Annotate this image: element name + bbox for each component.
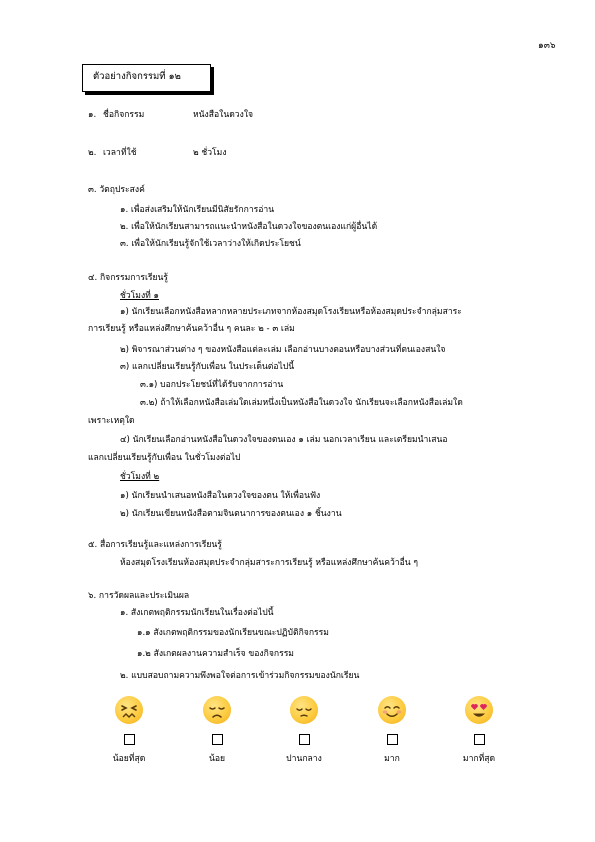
section5-heading: ๕. สื่อการเรียนรู้และแหล่งการเรียนรู้: [88, 540, 222, 550]
activity-line: ๑) นักเรียนเลือกหนังสือหลากหลายประเภทจากห้องสมุดโรงเรียนหรือห้องสมุดประจำกลุ่มสาระ: [120, 307, 462, 317]
activity-line: ๔) นักเรียนเลือกอ่านหนังสือในดวงใจของตนเอง ๑ เล่ม นอกเวลาเรียน และเตรียมนำเสนอ: [120, 435, 448, 445]
section3-heading: ๓. วัตถุประสงค์: [88, 185, 145, 195]
section1-label: ชื่อกิจกรรม: [103, 110, 145, 120]
activity-line: แลกเปลี่ยนเรียนรู้กับเพื่อน ในชั่วโมงต่อไป: [88, 453, 241, 463]
section1-value: หนังสือในดวงใจ: [193, 110, 254, 120]
hour1-heading: ชั่วโมงที่ ๑: [120, 291, 159, 301]
page-number: ๑๓๖: [538, 41, 556, 51]
section2-number: ๒.: [88, 148, 97, 158]
rating-label: น้อยที่สุด: [112, 754, 146, 764]
activity-line: เพราะเหตุใด: [88, 416, 135, 426]
activity-line: ๓.๒) ถ้าให้เลือกหนังสือเล่มใดเล่มหนึ่งเป็นหนังสือในดวงใจ นักเรียนจะเลือกหนังสือเล่มใด: [140, 398, 463, 408]
rating-checkbox-4[interactable]: [387, 734, 398, 745]
evaluation-sub1: ๑. สังเกตพฤติกรรมนักเรียนในเรื่องต่อไปนี้: [120, 608, 274, 618]
activity-line: ๓) แลกเปลี่ยนเรียนรู้กับเพื่อน ในประเด็นต่อไปนี้: [120, 362, 295, 372]
activity-line: ๓.๑) บอกประโยชน์ที่ได้รับจากการอ่าน: [140, 380, 284, 390]
hour2-heading: ชั่วโมงที่ ๒: [120, 472, 160, 482]
evaluation-sub2: ๒. แบบสอบถามความพึงพอใจต่อการเข้าร่วมกิจกรรมของนักเรียน: [120, 671, 360, 681]
section2-label: เวลาที่ใช้: [103, 148, 137, 158]
section6-heading: ๖. การวัดผลและประเมินผล: [88, 591, 190, 601]
section4-heading: ๔. กิจกรรมการเรียนรู้: [88, 273, 169, 283]
rating-label: น้อย: [208, 754, 226, 764]
activity-line: ๒) พิจารณาส่วนต่าง ๆ ของหนังสือแต่ละเล่ม เลือกอ่านบางตอนหรือบางส่วนที่ตนเองสนใจ: [120, 345, 446, 355]
evaluation-item: ๑.๑ สังเกตพฤติกรรมของนักเรียนขณะปฏิบัติกิจกรรม: [137, 628, 329, 638]
evaluation-item: ๑.๒ สังเกตผลงานความสำเร็จ ของกิจกรรม: [137, 649, 294, 659]
disappointed-face-icon: [203, 696, 231, 724]
confounded-face-icon: [115, 696, 143, 724]
section5-line: ห้องสมุดโรงเรียนห้องสมุดประจำกลุ่มสาระการเรียนรู้ หรือแหล่งศึกษาค้นคว้าอื่น ๆ: [120, 558, 419, 568]
rating-label: ปานกลาง: [286, 754, 322, 764]
rating-checkbox-3[interactable]: [299, 734, 310, 745]
rating-checkbox-1[interactable]: [124, 734, 135, 745]
rating-checkbox-5[interactable]: [474, 734, 485, 745]
activity-line: การเรียนรู้ หรือแหล่งศึกษาค้นคว้าอื่น ๆ คนละ ๒ - ๓ เล่ม: [88, 324, 295, 334]
section2-value: ๒ ชั่วโมง: [193, 148, 227, 158]
pensive-face-icon: [290, 696, 318, 724]
smiling-face-icon: [378, 696, 406, 724]
section1-number: ๑.: [88, 110, 97, 120]
objective-item: ๑. เพื่อส่งเสริมให้นักเรียนมีนิสัยรักการอ่าน: [120, 205, 275, 215]
page-title: ตัวอย่างกิจกรรมที่ ๑๒: [93, 71, 181, 82]
activity-line: ๑) นักเรียนนำเสนอหนังสือในดวงใจของตน ให้เพื่อนฟัง: [120, 491, 321, 501]
rating-label: มาก: [384, 754, 400, 764]
rating-label: มากที่สุด: [462, 754, 496, 764]
heart-eyes-face-icon: [465, 696, 493, 724]
objective-item: ๓. เพื่อให้นักเรียนรู้จักใช้เวลาว่างให้เกิดประโยชน์: [120, 239, 301, 249]
objective-item: ๒. เพื่อให้นักเรียนสามารถแนะนำหนังสือในดวงใจของตนเองแก่ผู้อื่นได้: [120, 222, 378, 232]
activity-line: ๒) นักเรียนเขียนหนังสือตามจินตนาการของตนเอง ๑ ชิ้นงาน: [120, 509, 342, 519]
rating-checkbox-2[interactable]: [212, 734, 223, 745]
